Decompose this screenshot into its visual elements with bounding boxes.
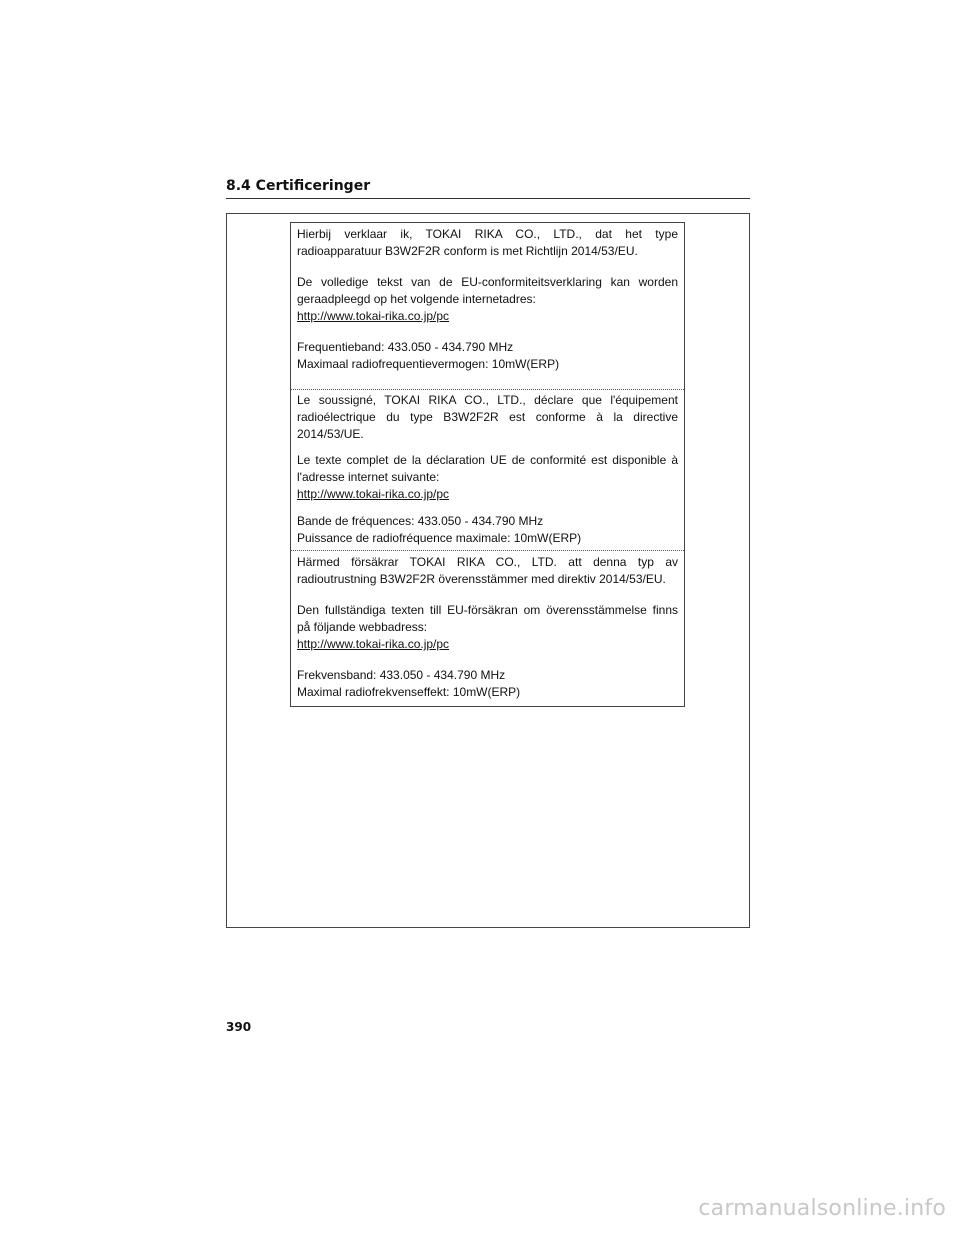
swedish-fulltext-line-2: på följande webbadress: <box>297 620 428 634</box>
french-declaration-line-3: 2014/53/UE. <box>297 427 364 441</box>
dutch-fulltext-line-2: geraadpleegd op het volgende internetadres: <box>297 292 536 306</box>
dutch-url-link[interactable]: http://www.tokai-rika.co.jp/pc <box>297 309 450 323</box>
declaration-swedish <box>291 554 684 701</box>
page-number: 390 <box>226 1020 252 1034</box>
swedish-frequency-band: Frekvensband: 433.050 - 434.790 MHz <box>297 668 506 682</box>
french-declaration-line-1: Le soussigné, TOKAI RIKA CO., LTD., déclare que l'équipement <box>297 393 678 407</box>
swedish-declaration-line-1: Härmed försäkrar TOKAI RIKA CO., LTD. att denna typ av <box>297 555 678 569</box>
french-fulltext-line-1: Le texte complet de la déclaration UE de conformité est disponible à <box>297 453 678 467</box>
dutch-frequency-band: Frequentieband: 433.050 - 434.790 MHz <box>297 340 514 354</box>
swedish-max-power: Maximal radiofrekvenseffekt: 10mW(ERP) <box>297 685 521 699</box>
title-rule <box>226 198 750 199</box>
dutch-fulltext-line-1: De volledige tekst van de EU-conformiteitsverklaring kan worden <box>297 275 678 289</box>
swedish-declaration-line-2: radioutrustning B3W2F2R överensstämmer med direktiv 2014/53/EU. <box>297 572 666 586</box>
french-declaration-line-2: radioélectrique du type B3W2F2R est conforme à la directive <box>297 410 678 424</box>
section-divider <box>291 550 684 551</box>
declaration-dutch <box>291 226 684 373</box>
section-title: 8.4 Certificeringer <box>226 178 371 194</box>
dutch-max-power: Maximaal radiofrequentievermogen: 10mW(ERP) <box>297 357 560 371</box>
french-frequency-band: Bande de fréquences: 433.050 - 434.790 MHz <box>297 514 544 528</box>
swedish-fulltext-line-1: Den fullständiga texten till EU-försäkran om överensstämmelse finns <box>297 603 678 617</box>
swedish-url-link[interactable]: http://www.tokai-rika.co.jp/pc <box>297 637 450 651</box>
dutch-declaration-line-1: Hierbij verklaar ik, TOKAI RIKA CO., LTD., dat het type <box>297 227 678 241</box>
declaration-french <box>291 392 684 547</box>
section-divider <box>291 389 684 390</box>
french-fulltext-line-2: l'adresse internet suivante: <box>297 470 440 484</box>
dutch-declaration-line-2: radioapparatuur B3W2F2R conform is met Richtlijn 2014/53/EU. <box>297 244 638 258</box>
watermark-logo: carmanualsonline.info <box>698 1196 946 1221</box>
french-max-power: Puissance de radiofréquence maximale: 10mW(ERP) <box>297 531 582 545</box>
certification-box <box>290 222 685 707</box>
french-url-link[interactable]: http://www.tokai-rika.co.jp/pc <box>297 487 450 501</box>
